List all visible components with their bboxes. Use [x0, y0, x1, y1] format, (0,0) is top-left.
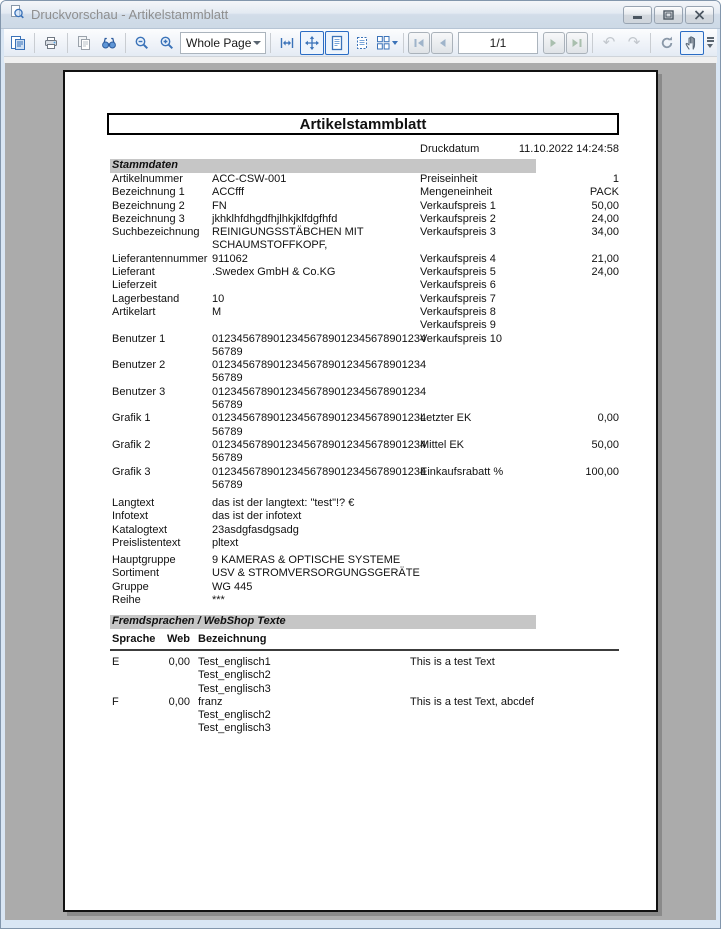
zoom-in-button[interactable]	[155, 31, 179, 55]
document-title-box	[107, 113, 619, 135]
language-code: E	[112, 656, 120, 668]
field-row	[112, 173, 619, 186]
field-label-left: Grafik 2	[112, 438, 151, 451]
preview-app-icon	[9, 4, 25, 25]
column-gap	[190, 669, 198, 682]
field-value-left: ACC-CSW-001	[212, 173, 287, 185]
field-label-right	[420, 386, 540, 399]
field-value-right	[540, 293, 619, 306]
field-value-right: 0,00	[597, 412, 619, 425]
field-label-left: Benutzer 3	[112, 385, 166, 398]
language-text	[410, 709, 619, 722]
group-field-label: Gruppe	[112, 580, 149, 593]
window-title: Druckvorschau - Artikelstammblatt	[31, 7, 229, 22]
field-label-right	[420, 372, 540, 385]
text-field-value: das ist der infotext	[212, 510, 302, 523]
print-button[interactable]	[39, 31, 63, 55]
language-bezeichnung: Test_englisch2	[198, 709, 271, 722]
toolbar-overflow-button[interactable]	[705, 31, 715, 55]
field-row	[112, 359, 619, 372]
toolbar-separator	[403, 33, 404, 53]
field-row	[112, 213, 619, 226]
column-gap	[190, 633, 198, 646]
chevron-down-icon	[707, 44, 713, 48]
field-label-left: Bezeichnung 1	[112, 186, 185, 199]
field-value-right: 21,00	[591, 252, 619, 265]
field-row	[112, 293, 619, 306]
field-value-right: PACK	[589, 186, 619, 199]
find-button[interactable]	[97, 31, 121, 55]
section-heading-fremdsprachen: Fremdsprachen / WebShop Texte	[110, 615, 536, 629]
column-gap	[190, 683, 198, 696]
field-label-right	[420, 359, 540, 372]
field-label-right: Verkaufspreis 1	[420, 199, 496, 212]
field-row	[112, 386, 619, 399]
zoom-level-select[interactable]	[180, 32, 266, 54]
field-value-right: 50,00	[591, 438, 619, 451]
field-label-right: Verkaufspreis 5	[420, 266, 496, 279]
field-value-left: 56789	[212, 372, 243, 385]
field-label-left	[112, 239, 212, 252]
overflow-icon	[707, 37, 714, 39]
field-value-right: 50,00	[591, 199, 619, 212]
print-date-label: Druckdatum	[420, 143, 480, 155]
language-text	[410, 683, 619, 696]
text-field-label: Preislistentext	[112, 536, 181, 549]
zoom-level-value: Whole Page	[186, 35, 252, 50]
field-label-right: Preiseinheit	[420, 173, 478, 185]
redo-button[interactable]	[622, 31, 646, 55]
text-fields-block	[112, 497, 619, 550]
language-bezeichnung: franz	[198, 695, 223, 708]
field-label-left: Lagerbestand	[112, 292, 180, 305]
field-row	[112, 399, 619, 412]
first-page-button[interactable]	[408, 32, 430, 54]
field-row	[112, 306, 619, 319]
column-header-bezeichnung: Bezeichnung	[198, 633, 267, 645]
field-value-left: 911062	[212, 252, 248, 265]
field-value-left: jkhklhfdhgdfhjlhkjklfdgfhfd	[212, 212, 338, 225]
field-label-right	[420, 452, 540, 465]
field-row	[112, 333, 619, 346]
column-gap	[190, 656, 198, 669]
text-field-value: das ist der langtext: "test"!? €	[212, 497, 355, 509]
minimize-button[interactable]	[623, 6, 652, 24]
field-row	[112, 346, 619, 359]
language-web-value	[162, 722, 190, 735]
chevron-down-icon	[392, 41, 398, 45]
maximize-button[interactable]	[654, 6, 683, 24]
text-field-value: pltext	[212, 536, 239, 549]
field-value-right	[540, 372, 619, 385]
column-header-sprache: Sprache	[112, 633, 156, 645]
field-label-right: Verkaufspreis 7	[420, 292, 496, 305]
language-row	[112, 683, 619, 696]
group-field-label: Hauptgruppe	[112, 554, 176, 566]
language-row	[112, 669, 619, 682]
group-field-value: WG 445	[212, 580, 253, 593]
language-table-rows	[112, 656, 619, 736]
field-label-left: Artikelnummer	[112, 173, 183, 185]
last-page-button[interactable]	[566, 32, 588, 54]
field-value-left: 56789	[212, 425, 243, 438]
table-header-rule	[110, 649, 619, 651]
language-web-value	[162, 709, 190, 722]
field-label-right: Verkaufspreis 4	[420, 252, 496, 265]
export-button[interactable]	[6, 31, 30, 55]
language-code	[112, 683, 162, 696]
field-value-left: FN	[212, 199, 227, 212]
field-value-right: 34,00	[591, 226, 619, 239]
stammdaten-grid	[112, 173, 619, 492]
text-field-row	[112, 510, 619, 523]
field-label-left	[112, 319, 212, 332]
document-title: Artikelstammblatt	[299, 115, 427, 133]
field-label-left: Lieferant	[112, 266, 155, 279]
field-label-right: Verkaufspreis 9	[420, 319, 496, 332]
field-value-left: M	[212, 305, 222, 318]
field-label-right	[420, 346, 540, 359]
group-field-value: USV & STROMVERSORGUNGSGERÄTE	[212, 567, 420, 580]
language-bezeichnung: Test_englisch1	[198, 656, 271, 668]
toolbar-separator	[125, 33, 126, 53]
close-button[interactable]	[685, 6, 714, 24]
language-web-value: 0,00	[168, 656, 190, 668]
field-value-right: 24,00	[591, 266, 619, 279]
field-value-right: 24,00	[591, 212, 619, 225]
language-text	[410, 722, 619, 735]
field-value-right	[540, 426, 619, 439]
field-row	[112, 279, 619, 292]
field-value-left: 56789	[212, 478, 243, 491]
field-row	[112, 266, 619, 279]
redo-icon: ↷	[627, 33, 641, 51]
column-header-web: Web	[166, 633, 190, 645]
toolbar-separator	[270, 33, 271, 53]
section-heading-stammdaten: Stammdaten	[110, 159, 536, 173]
language-row	[112, 722, 619, 735]
field-label-right: Letzter EK	[420, 412, 472, 425]
zoom-out-button[interactable]	[130, 31, 154, 55]
group-field-label: Reihe	[112, 593, 141, 606]
toolbar-separator	[34, 33, 35, 53]
field-row	[112, 372, 619, 385]
field-row	[112, 439, 619, 452]
field-value-right	[540, 452, 619, 465]
group-field-label: Sortiment	[112, 567, 160, 580]
group-field-row	[112, 567, 619, 580]
field-value-left: .Swedex GmbH & Co.KG	[212, 266, 336, 279]
text-field-row	[112, 537, 619, 550]
copy-button[interactable]	[72, 31, 96, 55]
field-row	[112, 412, 619, 425]
field-value-right	[540, 279, 619, 292]
field-label-left: Benutzer 2	[112, 359, 166, 372]
field-row	[112, 200, 619, 213]
field-value-right	[540, 359, 619, 372]
field-label-left	[112, 346, 212, 359]
field-value-right: 100,00	[585, 465, 619, 478]
field-label-right	[420, 479, 540, 492]
field-value-left: 01234567890123456789012345678901234	[212, 385, 427, 398]
language-text	[410, 669, 619, 682]
undo-icon: ↶	[602, 33, 616, 51]
hand-tool-button[interactable]	[680, 31, 704, 55]
field-value-left: 01234567890123456789012345678901234	[212, 332, 427, 345]
field-value-left: 01234567890123456789012345678901234	[212, 438, 427, 451]
field-value-left: ACCfff	[212, 186, 244, 199]
page-indicator-value: 1/1	[489, 35, 507, 50]
field-label-left: Artikelart	[112, 305, 156, 318]
field-label-right: Einkaufsrabatt %	[420, 465, 504, 478]
toolbar-separator	[592, 33, 593, 53]
language-code	[112, 669, 162, 682]
text-field-label: Langtext	[112, 497, 155, 509]
document-page	[63, 70, 658, 912]
field-label-left	[112, 479, 212, 492]
field-value-right	[540, 306, 619, 319]
group-field-value: 9 KAMERAS & OPTISCHE SYSTEME	[212, 554, 401, 566]
field-value-right: 1	[612, 173, 619, 185]
field-value-left: 01234567890123456789012345678901234	[212, 359, 427, 372]
language-code	[112, 709, 162, 722]
print-date-value: 11.10.2022 14:24:58	[518, 143, 619, 155]
group-field-row	[112, 554, 619, 567]
column-gap	[190, 722, 198, 735]
field-label-left: Benutzer 1	[112, 332, 166, 345]
field-row	[112, 226, 619, 239]
field-value-left: 01234567890123456789012345678901234	[212, 465, 427, 478]
chevron-down-icon	[253, 41, 261, 45]
language-bezeichnung: Test_englisch3	[198, 682, 271, 695]
field-row	[112, 452, 619, 465]
preview-toolbar	[4, 29, 717, 57]
field-label-left: Grafik 1	[112, 412, 151, 425]
field-value-left	[212, 279, 420, 292]
field-label-left: Bezeichnung 3	[112, 212, 185, 225]
language-code	[112, 722, 162, 735]
language-bezeichnung: Test_englisch2	[198, 669, 271, 682]
field-value-right	[540, 386, 619, 399]
language-row	[112, 656, 619, 669]
preview-viewport[interactable]	[5, 63, 716, 920]
language-code: F	[112, 695, 119, 708]
previous-page-button[interactable]	[431, 32, 453, 54]
field-value-left: 56789	[212, 345, 243, 358]
language-row	[112, 709, 619, 722]
whole-page-button[interactable]	[300, 31, 324, 55]
language-web-value	[162, 683, 190, 696]
field-label-right: Verkaufspreis 8	[420, 305, 496, 318]
titlebar[interactable]	[1, 1, 720, 29]
field-row	[112, 466, 619, 479]
field-label-left	[112, 452, 212, 465]
field-value-left: 01234567890123456789012345678901234	[212, 412, 427, 425]
language-bezeichnung: Test_englisch3	[198, 722, 271, 735]
next-page-button[interactable]	[543, 32, 565, 54]
field-label-left: Lieferantennummer	[112, 252, 208, 265]
field-label-right: Mengeneinheit	[420, 186, 493, 199]
field-value-left: REINIGUNGSSTÄBCHEN MIT	[212, 226, 364, 239]
field-row	[112, 186, 619, 199]
field-label-right	[420, 239, 540, 252]
field-value-right	[540, 346, 619, 359]
field-label-left: Suchbezeichnung	[112, 226, 200, 239]
field-label-right: Verkaufspreis 10	[420, 332, 502, 345]
text-field-label: Katalogtext	[112, 523, 168, 536]
field-row	[112, 239, 619, 252]
field-row	[112, 253, 619, 266]
group-fields-block	[112, 554, 619, 607]
field-label-left	[112, 399, 212, 412]
print-date-row	[420, 143, 619, 156]
field-value-left: 10	[212, 292, 225, 305]
undo-button[interactable]	[597, 31, 621, 55]
field-label-right	[420, 399, 540, 412]
column-gap	[190, 709, 198, 722]
field-value-right	[540, 479, 619, 492]
fit-width-button[interactable]	[275, 31, 299, 55]
toolbar-separator	[67, 33, 68, 53]
field-value-left: SCHAUMSTOFFKOPF,	[212, 239, 328, 252]
field-value-left: 56789	[212, 452, 243, 465]
continuous-view-button[interactable]	[350, 31, 374, 55]
field-value-right	[540, 333, 619, 346]
toolbar-separator	[650, 33, 651, 53]
language-web-value: 0,00	[168, 695, 190, 708]
field-label-left	[112, 372, 212, 385]
text-field-row	[112, 524, 619, 537]
field-label-right: Verkaufspreis 2	[420, 212, 496, 225]
language-row	[112, 696, 619, 709]
text-field-row	[112, 497, 619, 510]
field-value-right	[540, 399, 619, 412]
language-text: This is a test Text	[410, 656, 495, 668]
field-value-left	[212, 319, 420, 332]
field-label-left: Bezeichnung 2	[112, 199, 185, 212]
field-value-right	[540, 239, 619, 252]
field-label-right: Mittel EK	[420, 438, 465, 451]
field-label-right: Verkaufspreis 6	[420, 279, 496, 292]
language-text: This is a test Text, abcdef	[410, 695, 534, 708]
single-page-view-button[interactable]	[325, 31, 349, 55]
field-value-right	[540, 319, 619, 332]
page-indicator[interactable]	[458, 32, 538, 54]
field-value-left: 56789	[212, 399, 243, 412]
field-label-left: Lieferzeit	[112, 279, 157, 292]
language-web-value	[162, 669, 190, 682]
field-label-left	[112, 426, 212, 439]
field-label-right	[420, 426, 540, 439]
language-table-header	[112, 633, 619, 646]
field-label-left: Grafik 3	[112, 465, 151, 478]
refresh-button[interactable]	[655, 31, 679, 55]
multiple-pages-button[interactable]	[375, 31, 399, 55]
group-field-row	[112, 594, 619, 607]
text-field-label: Infotext	[112, 510, 149, 523]
field-row	[112, 319, 619, 332]
artikelstammblatt-document	[65, 72, 656, 910]
column-gap	[190, 696, 198, 709]
column-header-text	[410, 633, 619, 646]
field-row	[112, 479, 619, 492]
field-label-right: Verkaufspreis 3	[420, 226, 496, 239]
text-field-value: 23asdgfasdgsadg	[212, 523, 299, 536]
field-row	[112, 426, 619, 439]
group-field-row	[112, 581, 619, 594]
group-field-value: ***	[212, 593, 225, 606]
